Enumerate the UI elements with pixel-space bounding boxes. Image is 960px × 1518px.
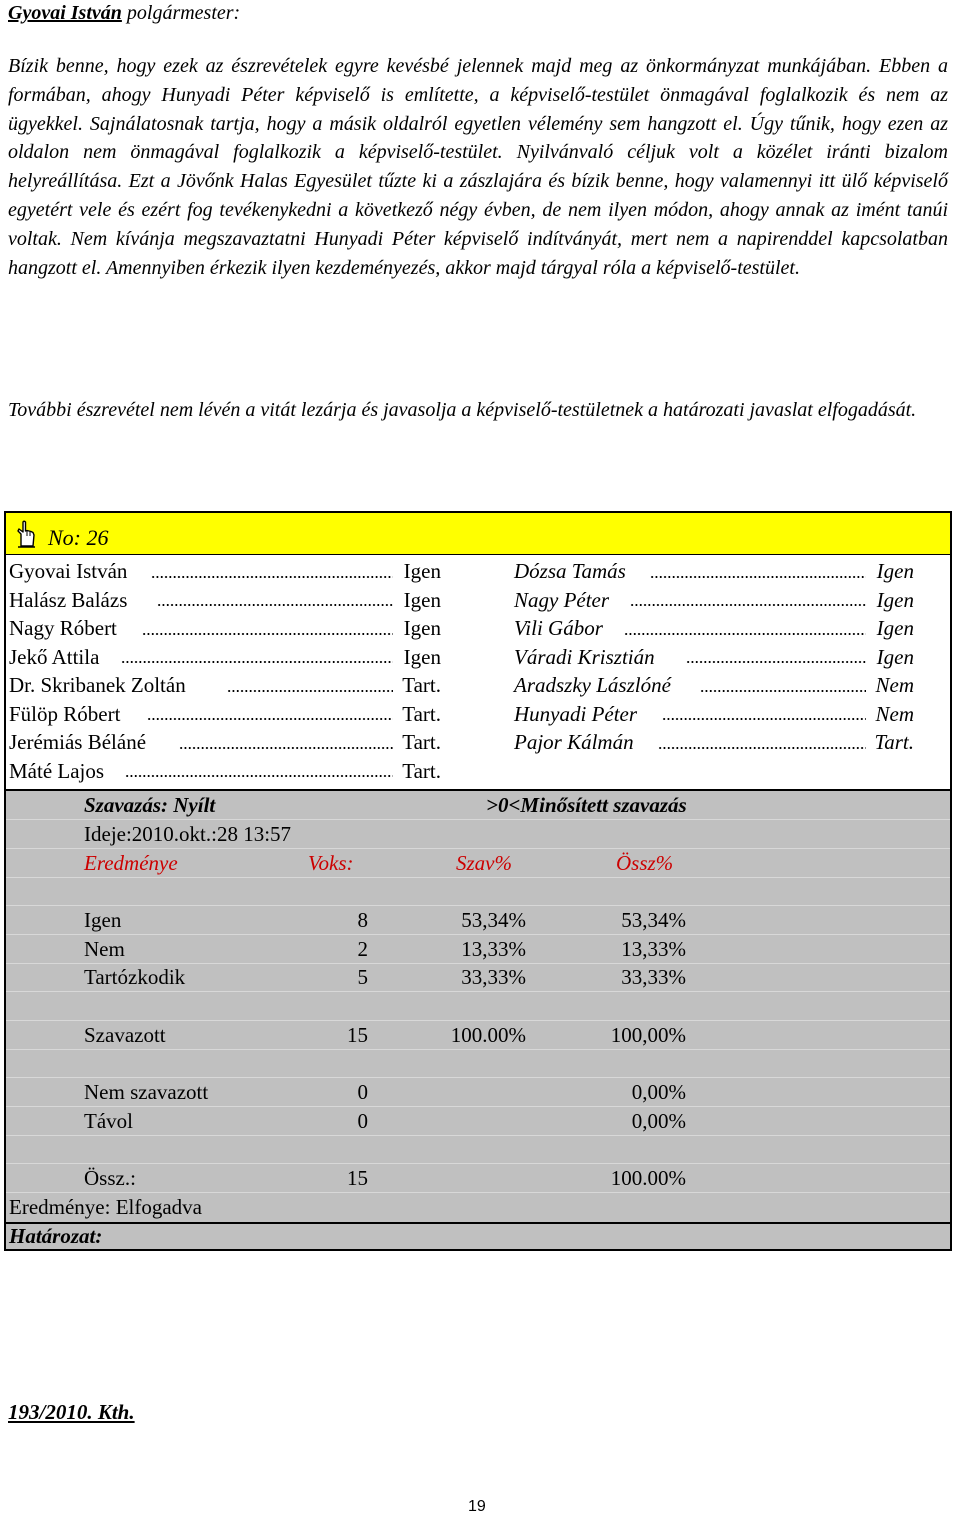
row-votes: 2: [357, 937, 368, 961]
voter-row: Hunyadi Péter Nem: [514, 701, 914, 726]
voter-row: Aradszky Lászlóné Nem: [514, 673, 914, 697]
row-label: Tartózkodik: [84, 965, 186, 989]
voted-votes: 15: [347, 1023, 368, 1047]
header-total-pct: Össz%: [616, 851, 674, 875]
voter-row: Dr. Skribanek Zoltán Tart.: [9, 673, 441, 697]
decision-row: [6, 1222, 950, 1249]
pointing-hand-icon: [12, 519, 42, 549]
voter-row: Fülöp Róbert Tart.: [9, 701, 441, 726]
voter-row: Nagy Péter Igen: [514, 587, 914, 612]
voter-row: Máté Lajos Tart.: [9, 758, 441, 783]
speaker-name: Gyovai István: [8, 2, 122, 24]
row-pct: 13,33%: [461, 937, 526, 961]
vote-time: Ideje:2010.okt.:28 13:57: [84, 822, 292, 846]
vote-header: [6, 513, 950, 555]
voter-row: Vili Gábor Igen: [514, 616, 914, 640]
vote-number: No: 26: [48, 525, 109, 550]
voted-pct: 100.00%: [450, 1023, 526, 1047]
vote-mode: Szavazás: Nyílt: [84, 793, 216, 817]
voter-row: Váradi Krisztián Igen: [514, 644, 914, 669]
vote-record: [4, 511, 952, 1251]
sum-votes: 15: [347, 1166, 368, 1190]
voter-row: Jekő Attila Igen: [9, 644, 441, 669]
absent-total-pct: 0,00%: [631, 1109, 686, 1133]
row-total-pct: 53,34%: [621, 908, 686, 932]
voter-row: Nagy Róbert Igen: [9, 616, 441, 640]
qualified-vote-label: >0<Minősített szavazás: [486, 793, 687, 817]
page-number: 19: [468, 1498, 486, 1515]
row-votes: 8: [357, 908, 368, 932]
sum-label: Össz.:: [84, 1166, 136, 1190]
decision-label: Határozat:: [9, 1224, 103, 1248]
speech-paragraph-1: Bízik benne, hogy ezek az észrevételek egyre kevésbé jelennek majd meg az önkormányzat munkájában. Ebben a formában, ahogy Hunyadi Péter képviselő is említette, a képviselő-testület önmagával foglalkozik és nem az ügyekkel. Sajnálatosnak tartja, hogy a másik oldalról egyetlen vélemény sem hangzott el. Úgy tűnik, hogy ezen az oldalon nem önmagával foglalkozik a képviselő-testület. Nyilvánvaló céljuk volt a közélet iránti bizalom helyreállítása. Ezt a Jövőnk Halas Egyesület tűzte ki a zászlajára és bízik benne, hogy valamennyi itt ülő képviselő egyetért vele és ezért fog tevékenykedni a következő négy évben, de nem ilyen módon, ahogy annak az imént tanúi voltak. Nem kívánja megszavaztatni Hunyadi Péter képviselő indítványát, mert nem a napirenddel kapcsolatban hangzott el. Amennyiben érkezik ilyen kezdeményezés, akkor majd tárgyal róla a képviselő-testület.: [8, 55, 948, 279]
absent-label: Távol: [84, 1109, 133, 1133]
header-result: Eredménye: [84, 851, 178, 875]
voter-row: Halász Balázs Igen: [9, 587, 441, 612]
vote-outcome: Eredménye: Elfogadva: [9, 1195, 202, 1219]
header-votes: Voks:: [308, 851, 354, 875]
voter-row: Jerémiás Béláné Tart.: [9, 730, 441, 754]
row-total-pct: 33,33%: [621, 965, 686, 989]
voter-row: Pajor Kálmán Tart.: [514, 730, 914, 754]
header-pct: Szav%: [456, 851, 512, 875]
speaker-line: [8, 2, 240, 25]
not-voted-votes: 0: [357, 1080, 368, 1104]
row-total-pct: 13,33%: [621, 937, 686, 961]
row-pct: 53,34%: [461, 908, 526, 932]
decision-number: 193/2010. Kth.: [8, 1400, 135, 1424]
voted-total-pct: 100,00%: [610, 1023, 686, 1047]
row-pct: 33,33%: [461, 965, 526, 989]
vote-summary: [6, 789, 950, 1222]
speech-paragraph-2: További észrevétel nem lévén a vitát lezárja és javasolja a képviselő-testületnek a határozati javaslat elfogadását.: [8, 399, 917, 421]
voter-row: Gyovai István Igen: [9, 559, 441, 583]
row-label: Igen: [84, 908, 122, 932]
row-label: Nem: [84, 937, 125, 961]
voter-row: Dózsa Tamás Igen: [514, 559, 914, 583]
row-votes: 5: [357, 965, 368, 989]
sum-total-pct: 100.00%: [610, 1166, 686, 1190]
voted-label: Szavazott: [84, 1023, 166, 1047]
not-voted-total-pct: 0,00%: [631, 1080, 686, 1104]
speaker-role: polgármester:: [126, 2, 241, 24]
not-voted-label: Nem szavazott: [84, 1080, 209, 1104]
absent-votes: 0: [357, 1109, 368, 1133]
